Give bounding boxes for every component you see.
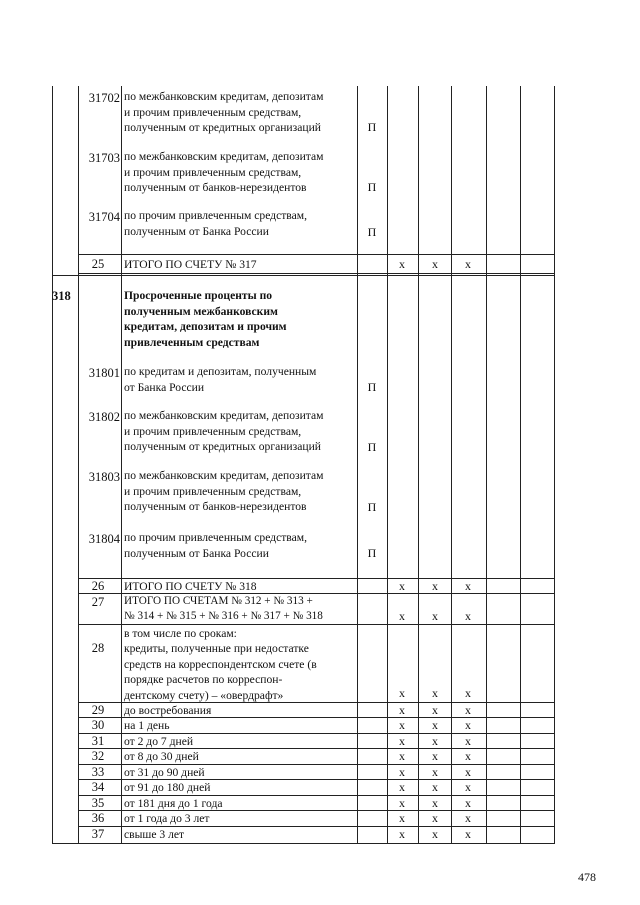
row-label: от 181 дня до 1 года [124, 797, 223, 810]
cross-mark: х [465, 749, 471, 763]
cross-mark: х [465, 609, 471, 623]
account-characteristic: П [367, 180, 377, 194]
cross-mark: х [432, 765, 438, 779]
row-number: 31 [91, 734, 105, 748]
account-code: 31803 [88, 470, 120, 484]
cross-mark: х [465, 780, 471, 794]
row-label: на 1 день [124, 719, 170, 732]
cross-mark: х [432, 579, 438, 593]
cross-mark: х [432, 734, 438, 748]
account-characteristic: П [367, 380, 377, 394]
cross-mark: х [432, 257, 438, 271]
account-description: по прочим привлеченным средствам, полученным от Банка России [124, 209, 307, 238]
account-characteristic: П [367, 500, 377, 514]
account-code: 31702 [88, 91, 120, 105]
cross-mark: х [432, 827, 438, 841]
account-description: по кредитам и депозитам, полученным от Банка России [124, 365, 317, 394]
account-description: по межбанковским кредитам, депозитам и прочим привлеченным средствам, полученным от банков-нерезидентов [124, 150, 324, 194]
row-label: от 2 до 7 дней [124, 735, 194, 748]
grid-line [418, 86, 419, 844]
cross-mark: х [399, 609, 405, 623]
grid-line [520, 86, 521, 844]
account-description: по прочим привлеченным средствам, полученным от Банка России [124, 531, 307, 560]
cross-mark: х [465, 718, 471, 732]
row-number: 37 [91, 827, 105, 841]
account-description: по межбанковским кредитам, депозитам и прочим привлеченным средствам, полученным от банков-нерезидентов [124, 469, 324, 513]
cross-mark: х [399, 579, 405, 593]
account-number: 318 [52, 289, 71, 303]
cross-mark: х [465, 765, 471, 779]
cross-mark: х [432, 780, 438, 794]
account-description: по межбанковским кредитам, депозитам и прочим привлеченным средствам, полученным от кредитных организаций [124, 409, 324, 453]
grid-line [387, 86, 388, 844]
grid-line [52, 843, 555, 844]
row-label: свыше 3 лет [124, 828, 185, 841]
account-code: 31703 [88, 151, 120, 165]
cross-mark: х [399, 257, 405, 271]
cross-mark: х [432, 686, 438, 700]
grid-line [78, 254, 555, 255]
row-label: от 91 до 180 дней [124, 781, 211, 794]
grid-line [78, 273, 555, 274]
row-label: от 1 года до 3 лет [124, 812, 210, 825]
row-label: ИТОГО ПО СЧЕТУ № 317 [124, 258, 257, 271]
cross-mark: х [465, 703, 471, 717]
account-title: Просроченные проценты по полученным межбанковским кредитам, депозитам и прочим привлеченным средствам [124, 289, 287, 349]
grid-line [121, 86, 122, 844]
row-number: 25 [91, 257, 105, 271]
account-code: 31704 [88, 210, 120, 224]
cross-mark: х [465, 686, 471, 700]
row-number: 36 [91, 811, 105, 825]
cross-mark: х [399, 811, 405, 825]
cross-mark: х [399, 718, 405, 732]
row-number: 27 [91, 595, 105, 609]
grid-line [78, 624, 555, 625]
cross-mark: х [432, 718, 438, 732]
row-label: до востребования [124, 704, 212, 717]
cross-mark: х [432, 811, 438, 825]
cross-mark: х [399, 686, 405, 700]
row-label: ИТОГО ПО СЧЕТАМ № 312 + № 313 + № 314 + № 315 + № 316 + № 317 + № 318 [124, 595, 323, 622]
cross-mark: х [465, 734, 471, 748]
account-characteristic: П [367, 546, 377, 560]
account-characteristic: П [367, 225, 377, 239]
grid-line [451, 86, 452, 844]
row-number: 26 [91, 579, 105, 593]
account-code: 31801 [88, 366, 120, 380]
cross-mark: х [465, 827, 471, 841]
account-characteristic: П [367, 120, 377, 134]
cross-mark: х [399, 703, 405, 717]
cross-mark: х [465, 257, 471, 271]
cross-mark: х [399, 780, 405, 794]
row-number: 35 [91, 796, 105, 810]
row-number: 33 [91, 765, 105, 779]
cross-mark: х [432, 703, 438, 717]
cross-mark: х [432, 749, 438, 763]
cross-mark: х [399, 796, 405, 810]
row-number: 32 [91, 749, 105, 763]
row-number: 28 [91, 641, 105, 655]
row-label: от 31 до 90 дней [124, 766, 205, 779]
row-label: от 8 до 30 дней [124, 750, 199, 763]
grid-line [357, 86, 358, 844]
row-label: ИТОГО ПО СЧЕТУ № 318 [124, 580, 257, 593]
cross-mark: х [399, 749, 405, 763]
account-characteristic: П [367, 440, 377, 454]
cross-mark: х [465, 796, 471, 810]
account-description: по межбанковским кредитам, депозитам и прочим привлеченным средствам, полученным от кредитных организаций [124, 90, 324, 134]
cross-mark: х [399, 827, 405, 841]
grid-line [554, 86, 555, 844]
account-code: 31804 [88, 532, 120, 546]
page-number: 478 [578, 870, 596, 884]
grid-line [52, 86, 53, 844]
row-label: в том числе по срокам: кредиты, полученные при недостатке средств на корреспондентском счете (в порядке расчетов по корреспон- дентскому счету) – «овердрафт» [124, 627, 317, 702]
row-number: 34 [91, 780, 105, 794]
cross-mark: х [465, 811, 471, 825]
row-number: 29 [91, 703, 105, 717]
cross-mark: х [399, 734, 405, 748]
grid-line [52, 275, 555, 276]
grid-line [486, 86, 487, 844]
cross-mark: х [432, 796, 438, 810]
row-number: 30 [91, 718, 105, 732]
account-code: 31802 [88, 410, 120, 424]
cross-mark: х [465, 579, 471, 593]
cross-mark: х [399, 765, 405, 779]
cross-mark: х [432, 609, 438, 623]
